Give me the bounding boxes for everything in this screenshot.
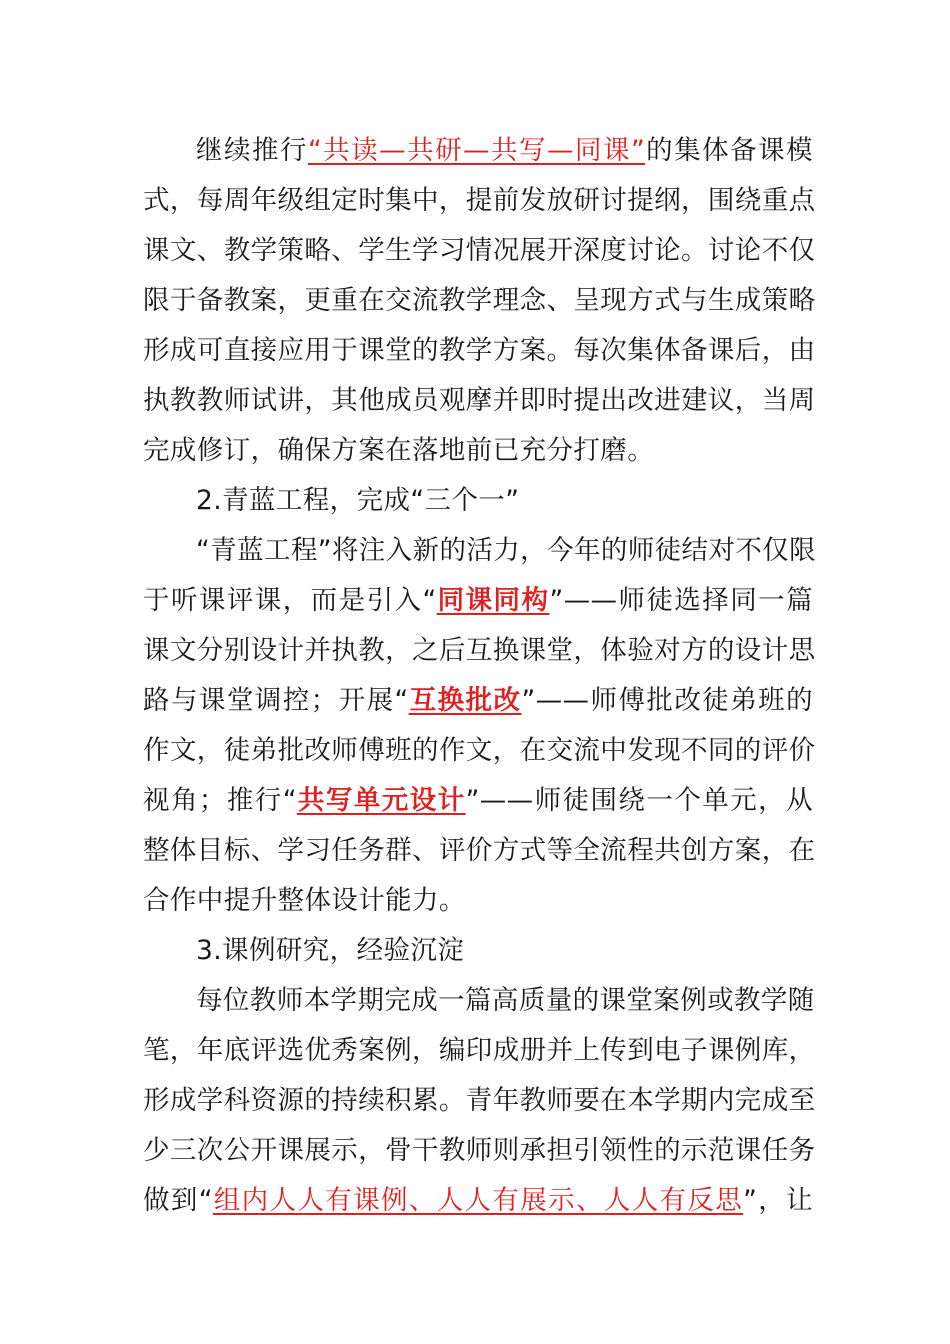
highlighted-phrase: 共写单元设计 bbox=[296, 785, 466, 816]
text-segment: 做到“ bbox=[143, 1185, 213, 1216]
text-segment: 的集体备课模 bbox=[645, 135, 813, 166]
text-segment: 视角；推行“ bbox=[143, 785, 297, 816]
highlighted-phrase: 互换批改 bbox=[408, 685, 522, 716]
paragraph-2-line-5: 作文，徒弟批改师傅班的作文，在交流中发现不同的评价 bbox=[143, 735, 816, 766]
highlighted-phrase: “共读—共研—共写—同课” bbox=[307, 135, 646, 166]
text-segment: ”——师傅批改徒弟班的 bbox=[521, 685, 813, 716]
paragraph-2-line-3: 课文分别设计并执教，之后互换课堂，体验对方的设计思 bbox=[143, 635, 816, 666]
paragraph-3-line-1: 每位教师本学期完成一篇高质量的课堂案例或教学随 bbox=[196, 985, 815, 1016]
paragraph-2-line-2 bbox=[143, 576, 813, 626]
paragraph-2-line-6 bbox=[143, 776, 813, 826]
paragraph-3-line-3: 形成学科资源的持续积累。青年教师要在本学期内完成至 bbox=[143, 1085, 816, 1116]
section-heading-3: 3.课例研究，经验沉淀 bbox=[196, 935, 465, 966]
paragraph-1-line-5: 形成可直接应用于课堂的教学方案。每次集体备课后，由 bbox=[143, 335, 816, 366]
text-segment: ”——师徒围绕一个单元，从 bbox=[465, 785, 813, 816]
section-heading-2: 2.青蓝工程，完成“三个一” bbox=[196, 485, 520, 516]
paragraph-1-line-6: 执教教师试讲，其他成员观摩并即时提出改进建议，当周 bbox=[143, 385, 816, 416]
paragraph-3-line-2: 笔，年底评选优秀案例，编印成册并上传到电子课例库， bbox=[143, 1035, 816, 1066]
paragraph-1-line-1 bbox=[196, 126, 813, 176]
paragraph-1-line-4: 限于备教案，更重在交流教学理念、呈现方式与生成策略 bbox=[143, 285, 816, 316]
paragraph-2-line-1: “青蓝工程”将注入新的活力，今年的师徒结对不仅限 bbox=[196, 535, 817, 566]
paragraph-1-line-3: 课文、教学策略、学生学习情况展开深度讨论。讨论不仅 bbox=[143, 235, 816, 266]
paragraph-1-line-2: 式，每周年级组定时集中，提前发放研讨提纲，围绕重点 bbox=[143, 185, 816, 216]
paragraph-3-line-5 bbox=[143, 1176, 813, 1226]
text-segment: 于听课评课，而是引入“ bbox=[143, 585, 437, 616]
paragraph-1-line-7: 完成修订，确保方案在落地前已充分打磨。 bbox=[143, 435, 655, 466]
text-segment: 继续推行 bbox=[196, 135, 308, 166]
text-segment: 路与课堂调控；开展“ bbox=[143, 685, 409, 716]
highlighted-phrase: 组内人人有课例、人人有展示、人人有反思 bbox=[212, 1185, 744, 1216]
paragraph-2-line-4 bbox=[143, 676, 813, 726]
paragraph-3-line-4: 少三次公开课展示，骨干教师则承担引领性的示范课任务 bbox=[143, 1135, 816, 1166]
paragraph-2-line-7: 整体目标、学习任务群、评价方式等全流程共创方案，在 bbox=[143, 835, 816, 866]
paragraph-2-line-8: 合作中提升整体设计能力。 bbox=[143, 885, 466, 916]
text-segment: ”——师徒选择同一篇 bbox=[549, 585, 813, 616]
highlighted-phrase: 同课同构 bbox=[436, 585, 550, 616]
text-segment: ”，让 bbox=[743, 1185, 813, 1216]
